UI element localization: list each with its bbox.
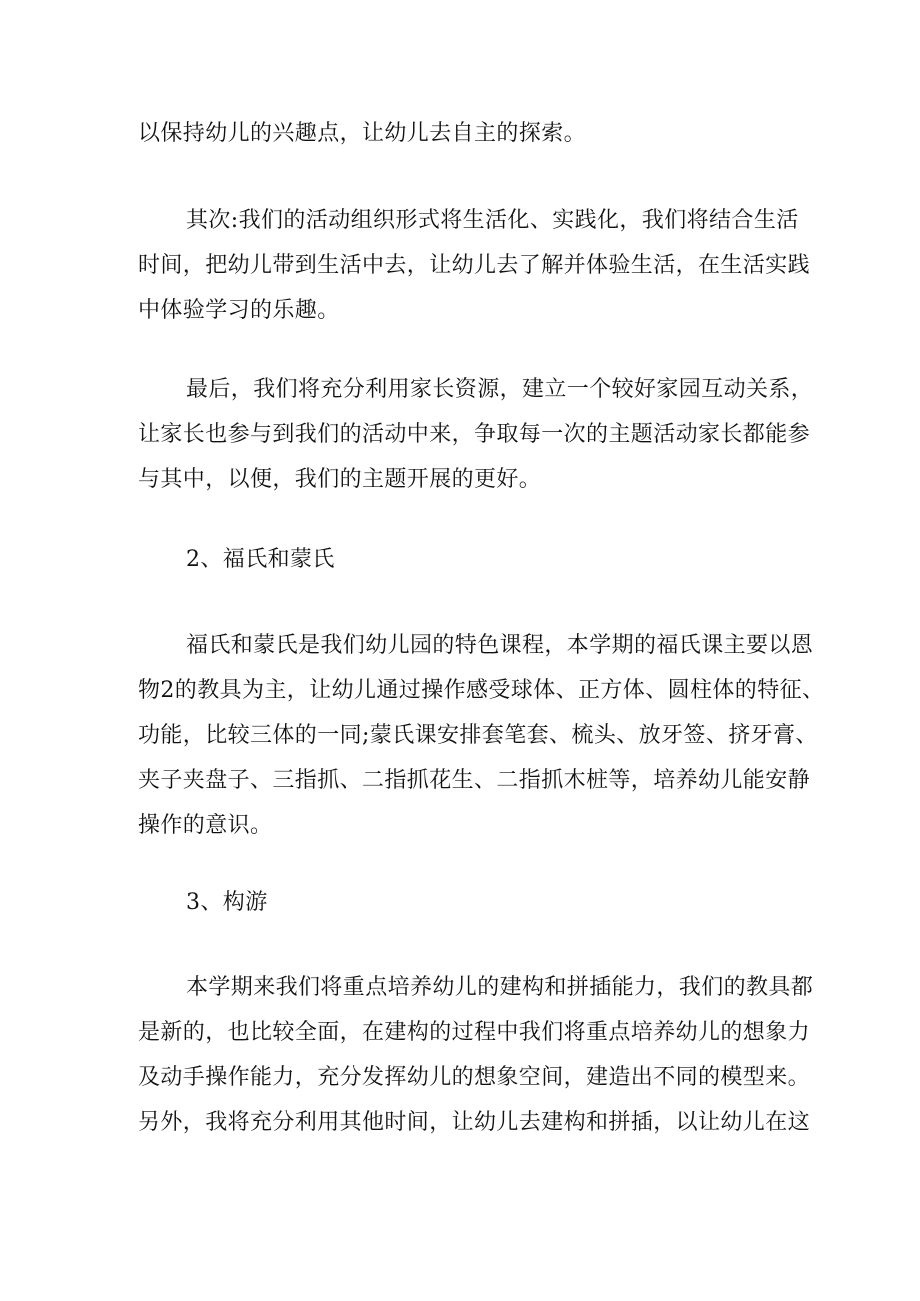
text-line: 物2的教具为主，让幼儿通过操作感受球体、正方体、圆柱体的特征、: [138, 678, 825, 703]
text-line: 与其中，以便，我们的主题开展的更好。: [138, 467, 542, 492]
text-line: 及动手操作能力，充分发挥幼儿的想象空间，建造出不同的模型来。: [138, 1065, 811, 1090]
paragraph-construction: [138, 965, 814, 1145]
text-line: 功能，比较三体的一同;蒙氏课安排套笔套、梳头、放牙签、挤牙膏、: [138, 723, 818, 748]
text-line: 福氏和蒙氏是我们幼儿园的特色课程，本学期的福氏课主要以恩: [186, 633, 814, 658]
section-heading-construction: [138, 880, 798, 925]
text-line: 其次:我们的活动组织形式将生活化、实践化，我们将结合生活: [186, 208, 799, 233]
text-line: 中体验学习的乐趣。: [138, 298, 340, 323]
section-heading: 2、福氏和蒙氏: [186, 547, 335, 572]
text-line: 另外，我将充分利用其他时间，让幼儿去建构和拼插，以让幼儿在这: [138, 1110, 811, 1135]
text-line: 本学期来我们将重点培养幼儿的建构和拼插能力，我们的教具都: [186, 975, 814, 1000]
text-line: 时间，把幼儿带到生活中去，让幼儿去了解并体验生活，在生活实践: [138, 253, 811, 278]
paragraph-continuation: [138, 111, 798, 156]
paragraph-second: [138, 198, 811, 333]
section-heading-froebel-montessori: [138, 537, 798, 582]
text-line: 夹子夹盘子、三指抓、二指抓花生、二指抓木桩等，培养幼儿能安静: [138, 768, 811, 793]
paragraph-froebel-montessori: [138, 623, 825, 848]
text-line: 让家长也参与到我们的活动中来，争取每一次的主题活动家长都能参: [138, 422, 811, 447]
text-line: 操作的意识。: [138, 813, 273, 838]
paragraph-finally: [138, 367, 814, 502]
text-line: 是新的，也比较全面，在建构的过程中我们将重点培养幼儿的想象力: [138, 1020, 811, 1045]
text-line: 以保持幼儿的兴趣点，让幼儿去自主的探索。: [138, 121, 587, 146]
section-heading: 3、构游: [186, 890, 268, 915]
text-line: 最后，我们将充分利用家长资源，建立一个较好家园互动关系，: [186, 377, 814, 402]
